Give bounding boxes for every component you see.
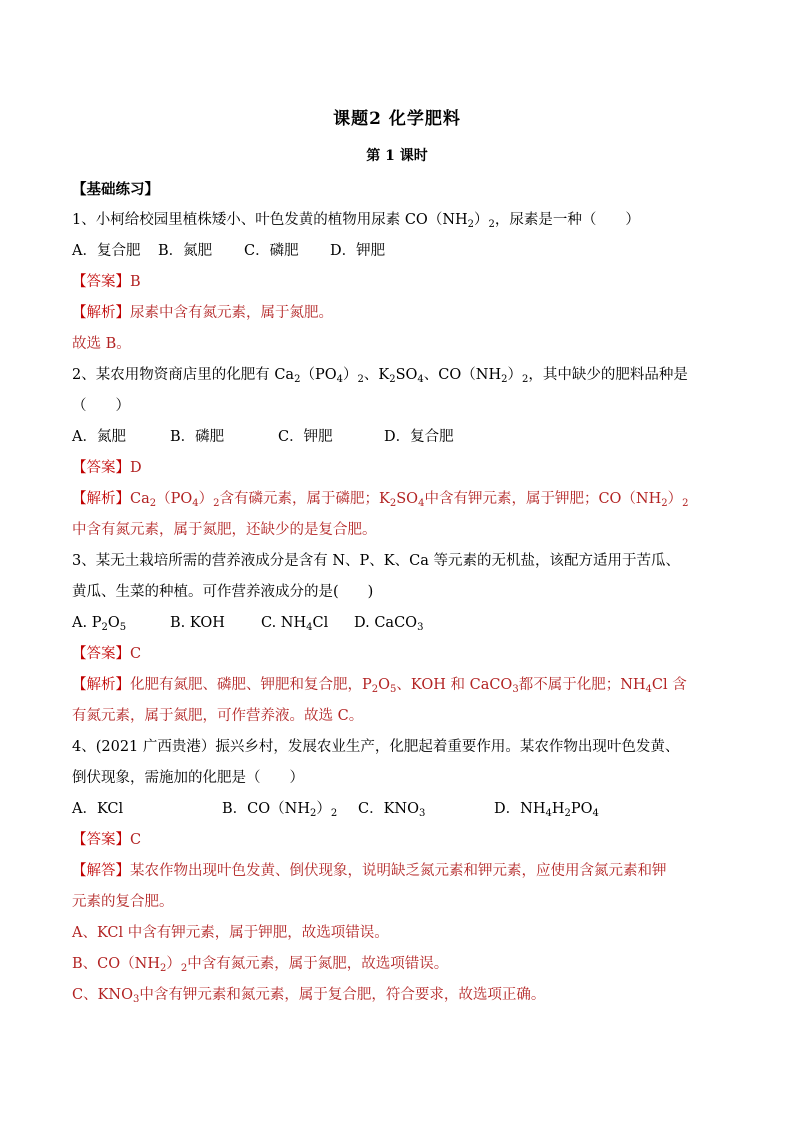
question-4-stem-cont: 倒伏现象，需施加的化肥是（ ） <box>72 770 304 786</box>
question-4-analysis-cont: 元素的复合肥。 <box>72 894 174 910</box>
question-2-stem: 2、某农用物资商店里的化肥有 $Ca_2(PO_4)_2$、$K_2SO_4$、$CO(NH_2)_2$，其中缺少的肥料品种是 <box>72 367 688 385</box>
question-2-options <box>72 422 728 453</box>
option-b: B. KOH <box>170 615 225 631</box>
document-body <box>72 174 728 1011</box>
option-d: D．钾肥 <box>330 243 386 259</box>
option-a: A．KCl <box>72 801 124 817</box>
question-2-analysis-cont: 中含有氮元素，属于氮肥，还缺少的是复合肥。 <box>72 522 377 538</box>
option-c: C. $NH_4Cl$ <box>261 615 329 633</box>
question-2-stem-cont: （ ） <box>72 398 130 414</box>
page-title: 课题2 化学肥料 <box>333 109 461 129</box>
question-3-analysis-cont: 有氮元素，属于氮肥，可作营养液。故选 C。 <box>72 708 364 724</box>
question-1-answer: 【答案】B <box>72 274 141 290</box>
question-1-options <box>72 236 728 267</box>
option-c: C．磷肥 <box>244 243 299 259</box>
question-3-stem-cont: 黄瓜、生菜的种植。可作营养液成分的是( ) <box>72 584 374 600</box>
question-4-analysis: 【解答】某农作物出现叶色发黄、倒伏现象，说明缺乏氮元素和钾元素，应使用含氮元素和钾 <box>72 863 667 879</box>
option-c: C．钾肥 <box>278 429 333 445</box>
section-heading: 【基础练习】 <box>72 181 159 198</box>
option-d: D．复合肥 <box>384 429 454 445</box>
option-a: A．复合肥 <box>72 243 141 259</box>
option-b: B．磷肥 <box>170 429 225 445</box>
question-3-stem: 3、某无土栽培所需的营养液成分是含有 N、P、K、Ca 等元素的无机盐，该配方适用于苦瓜、 <box>72 553 680 569</box>
question-2-analysis: 【解析】$Ca_2(PO_4)_2$含有磷元素，属于磷肥；$K_2SO_4$中含有钾元素，属于钾肥；$CO(NH_2)_2$ <box>72 491 689 509</box>
page-subtitle: 第 1 课时 <box>366 148 428 164</box>
question-3-answer: 【答案】C <box>72 646 142 662</box>
question-2-answer: 【答案】D <box>72 460 142 476</box>
question-4-analysis-c: C、$KNO_3$中含有钾元素和氮元素，属于复合肥，符合要求，故选项正确。 <box>72 987 546 1005</box>
question-1-analysis: 【解析】尿素中含有氮元素，属于氮肥。 <box>72 305 333 321</box>
question-1-stem: 1、小柯给校园里植株矮小、叶色发黄的植物用尿素 $CO(NH_2)_2$，尿素是一种（ ） <box>72 212 640 230</box>
question-3-options <box>72 608 728 639</box>
question-3-analysis: 【解析】化肥有氮肥、磷肥、钾肥和复合肥，$P_2O_5$、KOH 和 CaCO$_3$都不属于化肥；$NH_4Cl$ 含 <box>72 677 687 695</box>
question-4-analysis-a: A、KCl 中含有钾元素，属于钾肥，故选项错误。 <box>72 925 389 941</box>
option-c: C．$KNO_3$ <box>358 801 426 819</box>
option-a: A. $P_2O_5$ <box>72 615 127 633</box>
question-4-analysis-b: B、$CO(NH_2)_2$中含有氮元素，属于氮肥，故选项错误。 <box>72 956 449 974</box>
option-d: D．$NH_4H_2PO_4$ <box>494 801 599 819</box>
option-a: A．氮肥 <box>72 429 126 445</box>
option-b: B．$CO(NH_2)_2$ <box>222 801 338 819</box>
question-4-options <box>72 794 728 825</box>
option-b: B．氮肥 <box>158 243 213 259</box>
question-1-conclusion: 故选 B。 <box>72 336 131 352</box>
option-d: D. CaCO$_3$ <box>354 615 424 633</box>
question-4-answer: 【答案】C <box>72 832 142 848</box>
question-4-stem: 4、(2021 广西贵港）振兴乡村，发展农业生产，化肥起着重要作用。某农作物出现叶色发黄、 <box>72 739 680 755</box>
